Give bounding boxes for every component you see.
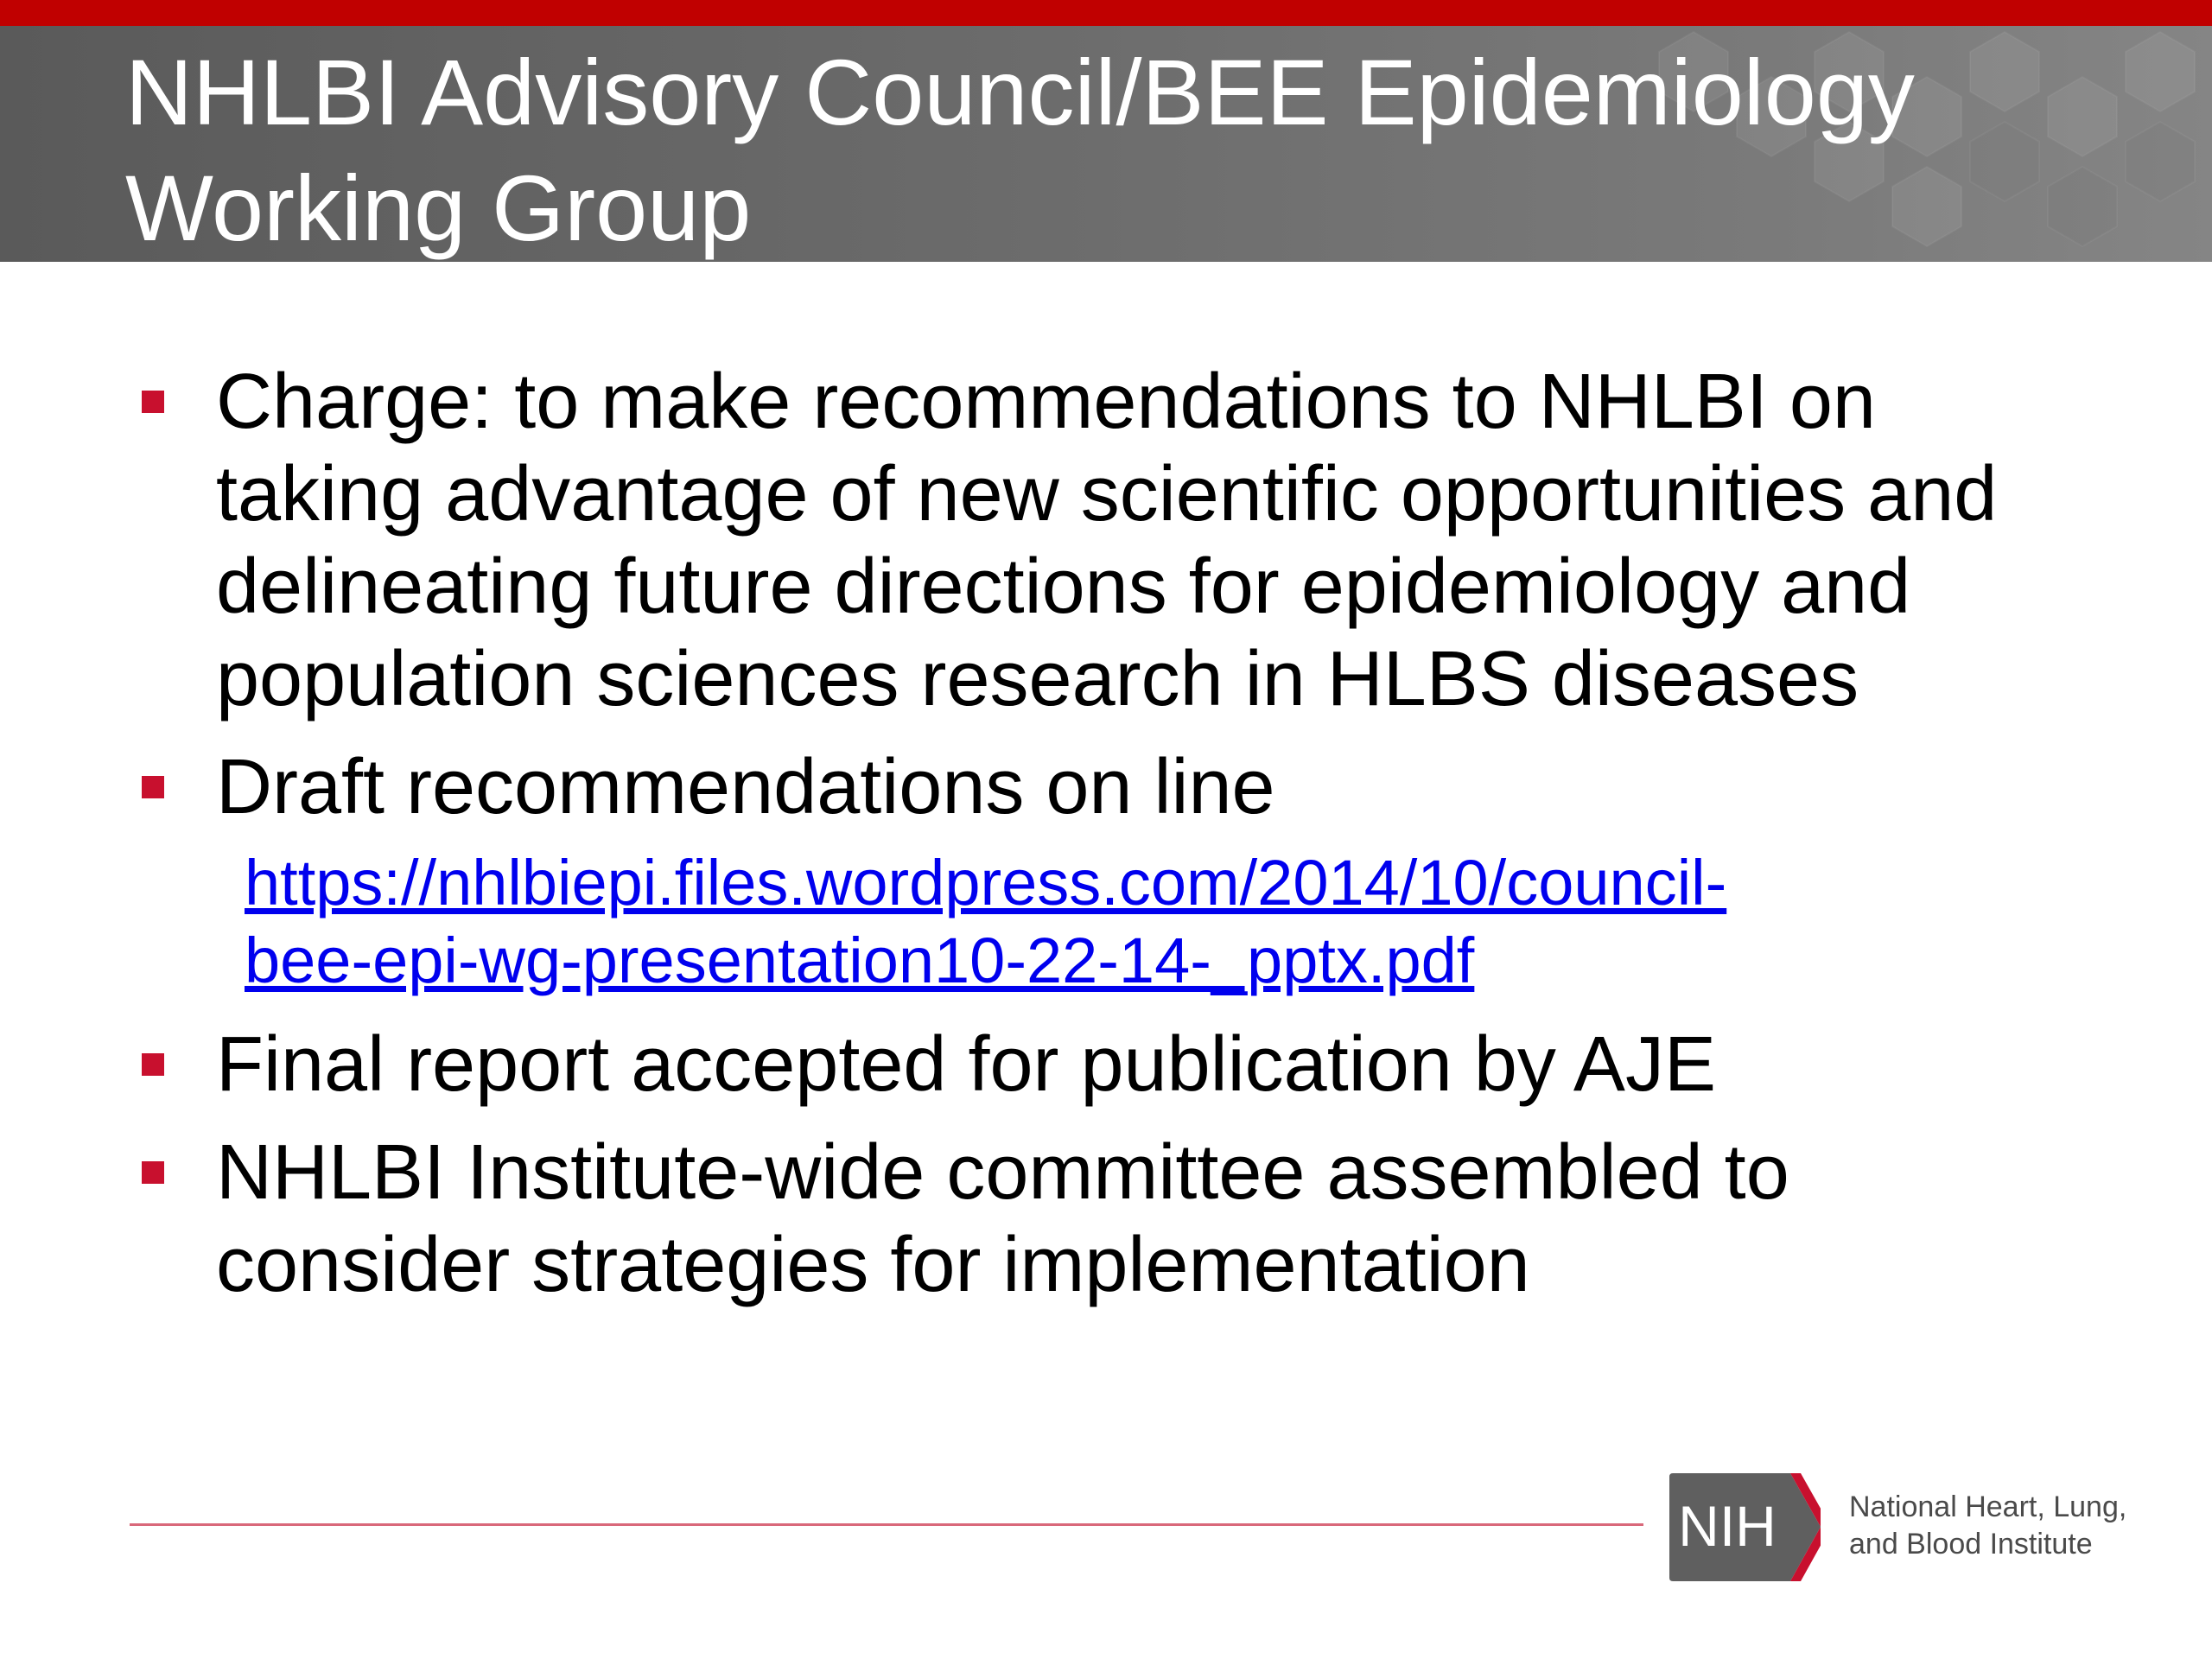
- square-bullet-icon: [142, 776, 164, 798]
- link-line-2: bee-epi-wg-presentation10-22-14-_pptx.pdf: [245, 925, 1475, 996]
- slide-content: [138, 356, 2091, 1327]
- bullet-item: [138, 1019, 2091, 1111]
- bullet-text: Final report accepted for publication by AJE: [216, 1021, 1716, 1108]
- footer-divider: [130, 1523, 1643, 1526]
- recommendations-link-block: [138, 844, 2091, 1000]
- square-bullet-icon: [142, 391, 164, 413]
- bullet-text: Draft recommendations on line: [216, 744, 1275, 830]
- top-accent-bar: [0, 0, 2212, 26]
- bullet-text: Charge: to make recommendations to NHLBI on taking advantage of new scientific opportunities and delineating future directions for epidemiology and population sciences research in HLBS diseases: [216, 359, 1998, 722]
- square-bullet-icon: [142, 1161, 164, 1184]
- institute-name: [1849, 1489, 2126, 1563]
- bullet-text: NHLBI Institute-wide committee assembled to consider strategies for implementation: [216, 1129, 1789, 1308]
- square-bullet-icon: [142, 1053, 164, 1076]
- nih-logo-icon: [1669, 1473, 1821, 1581]
- institute-name-line-2: and Blood Institute: [1849, 1528, 2093, 1560]
- institute-name-line-1: National Heart, Lung,: [1849, 1491, 2127, 1523]
- nih-logo-text: NIH: [1678, 1494, 1777, 1558]
- bullet-item: [138, 1127, 2091, 1312]
- bullet-list-continued: [138, 1019, 2091, 1312]
- bullet-list: [138, 356, 2091, 834]
- bullet-item: [138, 741, 2091, 834]
- bullet-item: [138, 356, 2091, 726]
- title-header: [0, 26, 2212, 262]
- slide-title: NHLBI Advisory Council/BEE Epidemiology Working Group: [125, 40, 1915, 260]
- link-line-1: https://nhlbiepi.files.wordpress.com/2014/10/council-: [245, 847, 1727, 918]
- recommendations-link[interactable]: [245, 847, 1726, 996]
